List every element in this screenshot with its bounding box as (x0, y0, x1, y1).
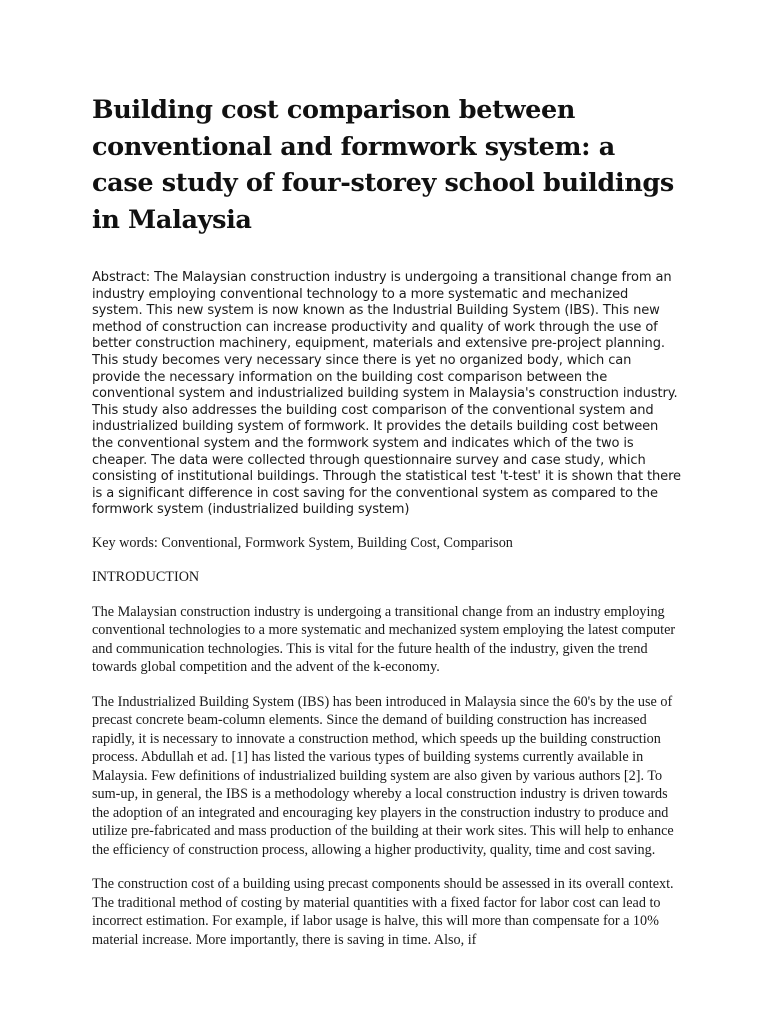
section-heading-introduction: INTRODUCTION (92, 569, 200, 586)
document-page (92, 92, 682, 965)
body-paragraph: The construction cost of a building using precast components should be assessed in its overall context. The traditional method of costing by material quantities with a fixed factor for labor cost can lead to incorrect estimation. For example, if labor usage is halve, this will more than compensate for a 10% material increase. More importantly, there is saving in time. Also, if (92, 876, 674, 948)
abstract-text: Abstract: The Malaysian construction industry is undergoing a transitional change from an industry employing conventional technology to a more systematic and mechanized system. This new system is now known as the Industrial Building System (IBS). This new method of construction can increase productivity and quality of work through the use of better construction machinery, equipment, materials and extensive pre-project planning. This study becomes very necessary since there is yet no organized body, which can provide the necessary information on the building cost comparison between the conventional system and industrialized building system in Malaysia's construction industry. This study also addresses the building cost comparison of the conventional system and industrialized building system of formwork. It provides the details building cost between the conventional system and the formwork system and indicates which of the two is cheaper. The data were collected through questionnaire survey and case study, which consisting of institutional buildings. Through the statistical test 't-test' it is shown that there is a significant difference in cost saving for the conventional system as compared to the formwork system (industrialized building system) (92, 270, 681, 518)
keywords-line: Key words: Conventional, Formwork System, Building Cost, Comparison (92, 534, 513, 551)
body-paragraph: The Industrialized Building System (IBS) has been introduced in Malaysia since the 60's by the use of precast concrete beam-column elements. Since the demand of building construction has increased rapidly, it is necessary to innovate a construction method, which speeds up the building construction process. Abdullah et ad. [1] has listed the various types of building systems currently available in Malaysia. Few definitions of industrialized building system are also given by various authors [2]. To sum-up, in general, the IBS is a methodology whereby a local construction industry is driven towards the adoption of an integrated and encouraging key players in the construction industry to produce and utilize pre-fabricated and mass production of the building at their work sites. This will help to enhance the efficiency of construction process, allowing a higher productivity, quality, time and cost saving. (92, 693, 674, 858)
body-paragraph: The Malaysian construction industry is undergoing a transitional change from an industry employing conventional technologies to a more systematic and mechanized system employing the latest computer and communication technologies. This is vital for the future health of the industry, given the trend towards global competition and the advent of the k-economy. (92, 603, 676, 676)
paper-title: Building cost comparison between conventional and formwork system: a case study of four-storey school buildings in Malaysia (92, 95, 674, 235)
